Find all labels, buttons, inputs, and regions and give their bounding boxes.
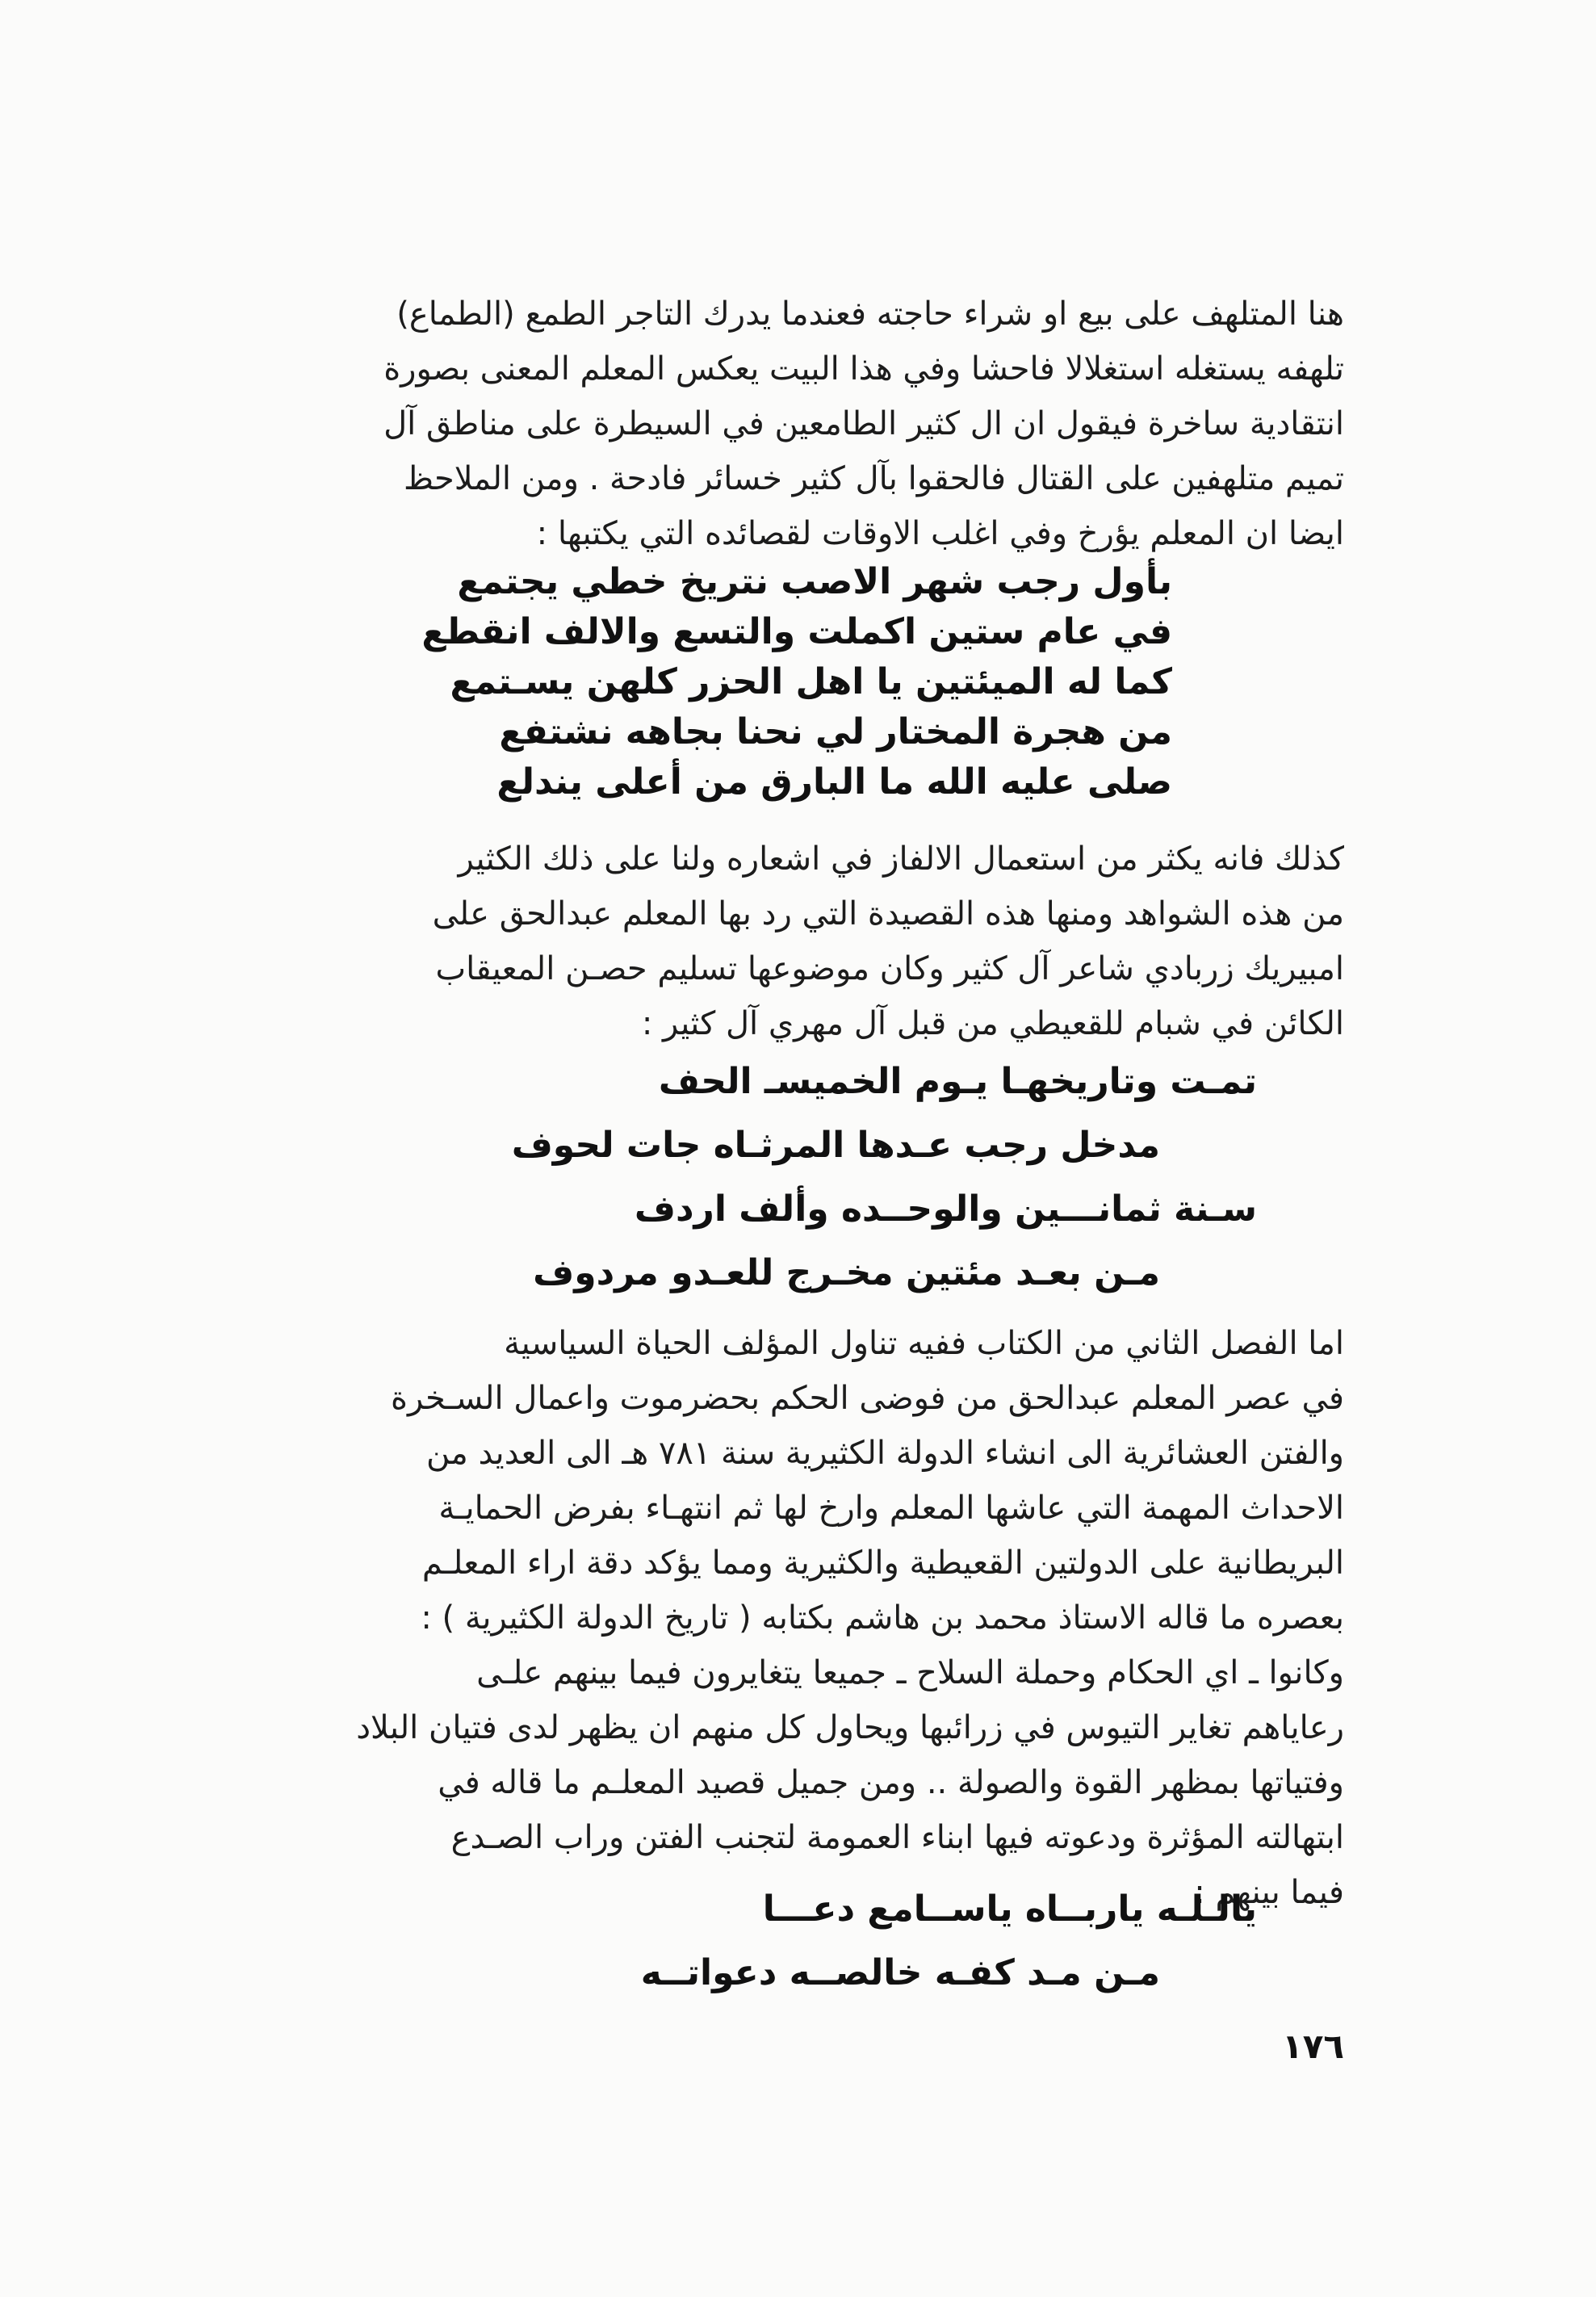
- verse-line: مدخل رجب عـدها المرثـاه جات لحوف: [511, 1125, 1160, 1166]
- paragraph-line: فيما بينهم :: [1194, 1874, 1344, 1911]
- paragraph-line: والفتن العشائرية الى انشاء الدولة الكثيرية سنة ٧٨١ هـ الى العديد من: [425, 1435, 1344, 1472]
- verse-line: مـن بعـد مئتين مخـرج للعـدو مردوف: [533, 1252, 1160, 1293]
- paragraph-line: تميم متلهفين على القتال فالحقوا بآل كثير خسائر فادحة . ومن الملاحظ: [404, 460, 1344, 497]
- paragraph-line: رعاياهم تغاير التيوس في زرائبها ويحاول كل منهم ان يظهر لدى فتيان البلاد: [356, 1709, 1344, 1746]
- verse-line: سـنة ثمانـــين والوحــده وألف اردف: [634, 1188, 1257, 1230]
- verse-line: في عام ستين اكملت والتسع والالف انقطع: [421, 611, 1172, 652]
- paragraph-1: [287, 287, 1344, 561]
- paragraph-line: اما الفصل الثاني من الكتاب ففيه تناول المؤلف الحياة السياسية: [504, 1325, 1344, 1362]
- verse-line: من هجرة المختار لي نحنا بجاهه نشتفع: [499, 711, 1172, 752]
- verse-block-3: [288, 1877, 1257, 2005]
- paragraph-line: امبيريك زربادي شاعر آل كثير وكان موضوعها تسليم حصـن المعيقاب: [435, 950, 1344, 987]
- paragraph-line: انتقادية ساخرة فيقول ان ال كثير الطامعين في السيطرة على مناطق آل: [383, 405, 1344, 442]
- paragraph-line: في عصر المعلم عبدالحق من فوضى الحكم بحضرموت واعمال السـخرة: [391, 1380, 1344, 1417]
- paragraph-line: ايضا ان المعلم يؤرخ وفي اغلب الاوقات لقصائده التي يكتبها :: [536, 515, 1344, 552]
- paragraph-3: [287, 1316, 1344, 1920]
- paragraph-line: ابتهالته المؤثرة ودعوته فيها ابناء العمومة لتجنب الفتن وراب الصـدع: [450, 1819, 1344, 1856]
- verse-line: تمـت وتاريخهـا يـوم الخميسـ الحف: [658, 1061, 1257, 1102]
- verse-block-2: [288, 1050, 1257, 1305]
- verse-line: صلى عليه الله ما البارق من أعلى يندلع: [496, 761, 1172, 803]
- paragraph-line: الاحداث المهمة التي عاشها المعلم وارخ لها ثم انتهـاء بفرض الحمايـة: [438, 1490, 1344, 1527]
- page-number: ١٧٦: [1282, 2027, 1344, 2066]
- paragraph-line: وكانوا ـ اي الحكام وحملة السلاح ـ جميعا يتغايرون فيما بينهم علـى: [476, 1654, 1344, 1691]
- verse-line: كما له الميئتين يا اهل الحزر كلهن يسـتمع: [450, 661, 1172, 702]
- paragraph-line: تلهفه يستغله استغلالا فاحشا وفي هذا البيت يعكس المعلم المعنى بصورة: [383, 350, 1344, 388]
- paragraph-line: كذلك فانه يكثر من استعمال الالفاز في اشعاره ولنا على ذلك الكثير: [458, 840, 1344, 878]
- paragraph-line: الكائن في شبام للقعيطي من قبل آل مهري آل كثير :: [641, 1005, 1344, 1042]
- verse-line: يالـلـه ياربــاه ياســامع دعـــا: [762, 1888, 1257, 1930]
- verse-block-1: [421, 557, 1172, 807]
- paragraph-line: هنا المتلهف على بيع او شراء حاجته فعندما يدرك التاجر الطمع (الطماع): [396, 296, 1344, 333]
- verse-line: بأول رجب شهر الاصب نتريخ خطي يجتمع: [457, 561, 1172, 602]
- paragraph-2: [287, 832, 1344, 1051]
- verse-line: مـن مـد كفـه خالصــه دعواتــه: [640, 1952, 1160, 1993]
- paragraph-line: بعصره ما قاله الاستاذ محمد بن هاشم بكتابه ( تاريخ الدولة الكثيرية ) :: [421, 1599, 1344, 1637]
- paragraph-line: من هذه الشواهد ومنها هذه القصيدة التي رد بها المعلم عبدالحق على: [432, 895, 1344, 933]
- paragraph-line: وفتياتها بمظهر القوة والصولة .. ومن جميل قصيد المعلـم ما قاله في: [438, 1764, 1344, 1801]
- paragraph-line: البريطانية على الدولتين القعيطية والكثيرية ومما يؤكد دقة اراء المعلـم: [421, 1545, 1344, 1582]
